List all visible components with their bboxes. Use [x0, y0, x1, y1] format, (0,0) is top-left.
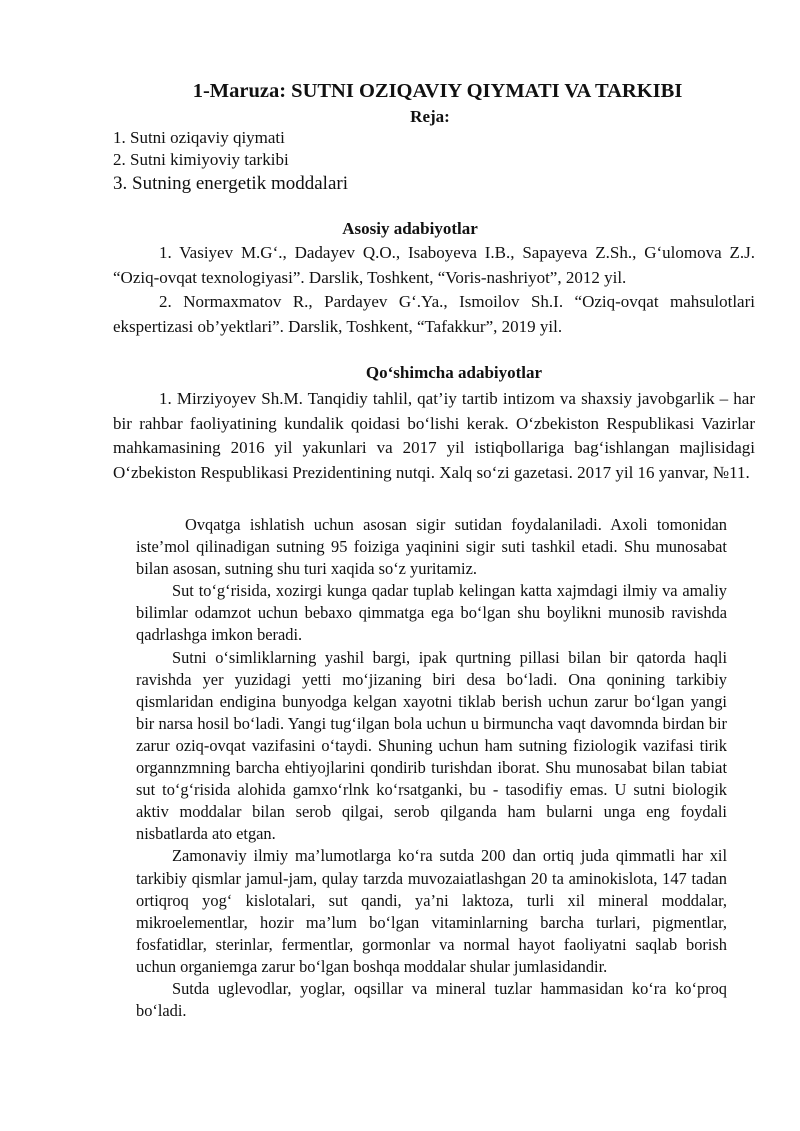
main-literature-list	[113, 241, 755, 339]
additional-literature-list	[113, 387, 755, 485]
lecture-body	[136, 514, 727, 1022]
plan-item: 1. Sutni oziqaviy qiymati	[113, 128, 285, 147]
main-literature-heading: Asosiy adabiyotlar	[342, 219, 478, 238]
plan-item: 3. Sutning energetik moddalari	[113, 173, 348, 194]
literature-entry: 1. Mirziyoyev Sh.M. Tanqidiy tahlil, qat’iy tartib intizom va shaxsiy javobgarlik – har bir rahbar faoliyatining kundalik qoidasi bo‘lishi kerak. O‘zbekiston Respublikasi Vazirlar mahkamasining 2016 yil yakunlari va 2017 yil istiqbollariga bag‘ishlangan majlisidagi O‘zbekiston Respublikasi Prezidentining nutqi. Xalq so‘zi gazetasi. 2017 yil 16 yanvar, №11.	[113, 389, 755, 482]
body-paragraph: Sut to‘g‘risida, xozirgi kunga qadar tuplab kelingan katta xajmdagi ilmiy va amaliy bilimlar odamzot uchun bebaxo qimmatga ega bo‘lgan shu boylikni munosib ravishda qadrlashga imkon beradi.	[136, 581, 727, 645]
body-paragraph: Ovqatga ishlatish uchun asosan sigir sutidan foydalaniladi. Axoli tomonidan iste’mol qilinadigan sutning 95 foiziga yaqinini sigir suti tashkil etadi. Shu munosabat bilan asosan, sutning shu turi xaqida so‘z yuritamiz.	[136, 515, 727, 579]
additional-literature-heading: Qo‘shimcha adabiyotlar	[365, 363, 543, 382]
plan-item: 2. Sutni kimiyoviy tarkibi	[113, 150, 289, 169]
lecture-title: 1-Maruza: SUTNI OZIQAVIY QIYMATI VA TARKIBI	[192, 80, 683, 102]
body-paragraph: Zamonaviy ilmiy ma’lumotlarga ko‘ra sutda 200 dan ortiq juda qimmatli har xil tarkibiy qismlar jamul-jam, qulay tarzda muvozaiatlashgan 20 ta aminokislota, 147 tadan ortiqroq yog‘ kislotalari, sut qandi, ya’ni laktoza, turli xil mineral moddalar, mikroelementlar, hozir ma’lum bo‘lgan vitaminlarning barcha turlari, pigmentlar, fosfatidlar, sterinlar, fermentlar, gormonlar va normal hayot faoliyatni saqlab borish uchun organiemga zarur bo‘lgan boshqa moddalar shular jumlasidandir.	[136, 846, 727, 976]
literature-entry: 2. Normaxmatov R., Pardayev G‘.Ya., Ismoilov Sh.I. “Oziq-ovqat mahsulotlari ekspertizasi ob’yektlari”. Darslik, Toshkent, “Tafakkur”, 2019 yil.	[113, 292, 755, 336]
literature-entry: 1. Vasiyev M.G‘., Dadayev Q.O., Isaboyeva I.B., Sapayeva Z.Sh., G‘ulomova Z.J. “Oziq-ovqat texnologiyasi”. Darslik, Toshkent, “Voris-nashriyot”, 2012 yil.	[113, 243, 755, 287]
body-paragraph: Sutni o‘simliklarning yashil bargi, ipak qurtning pillasi bilan bir qatorda haqli ravishda yer yuzidagi yetti mo‘jizaning biri desa bo‘ladi. Ona qonining tarkibiy qismlaridan endigina bunyodga kelgan xayotni tiklab berish uchun zarur bo‘lgan yangi bir narsa hosil bo‘ladi. Yangi tug‘ilgan bola uchun u birmuncha vaqt davomnda birdan bir zarur oziq-ovqat vazifasini o‘taydi. Shuning uchun ham sutning fiziologik vazifasi tirik organnzmning barcha ehtiyojlarini qondirib turishdan iborat. Shu munosabat bilan tabiat sut to‘g‘risida alohida gamxo‘rlnk ko‘rsatganki, bu - tasodifiy emas. U sutni biologik aktiv moddalar bilan serob qilgai, serob qilganda ham bularni unga eng foydali nisbatlarda ato etgan.	[136, 647, 727, 844]
body-paragraph: Sutda uglevodlar, yoglar, oqsillar va mineral tuzlar hammasidan ko‘ra ko‘proq bo‘ladi.	[136, 978, 727, 1021]
plan-heading: Reja:	[410, 107, 450, 126]
plan-list	[113, 127, 713, 197]
